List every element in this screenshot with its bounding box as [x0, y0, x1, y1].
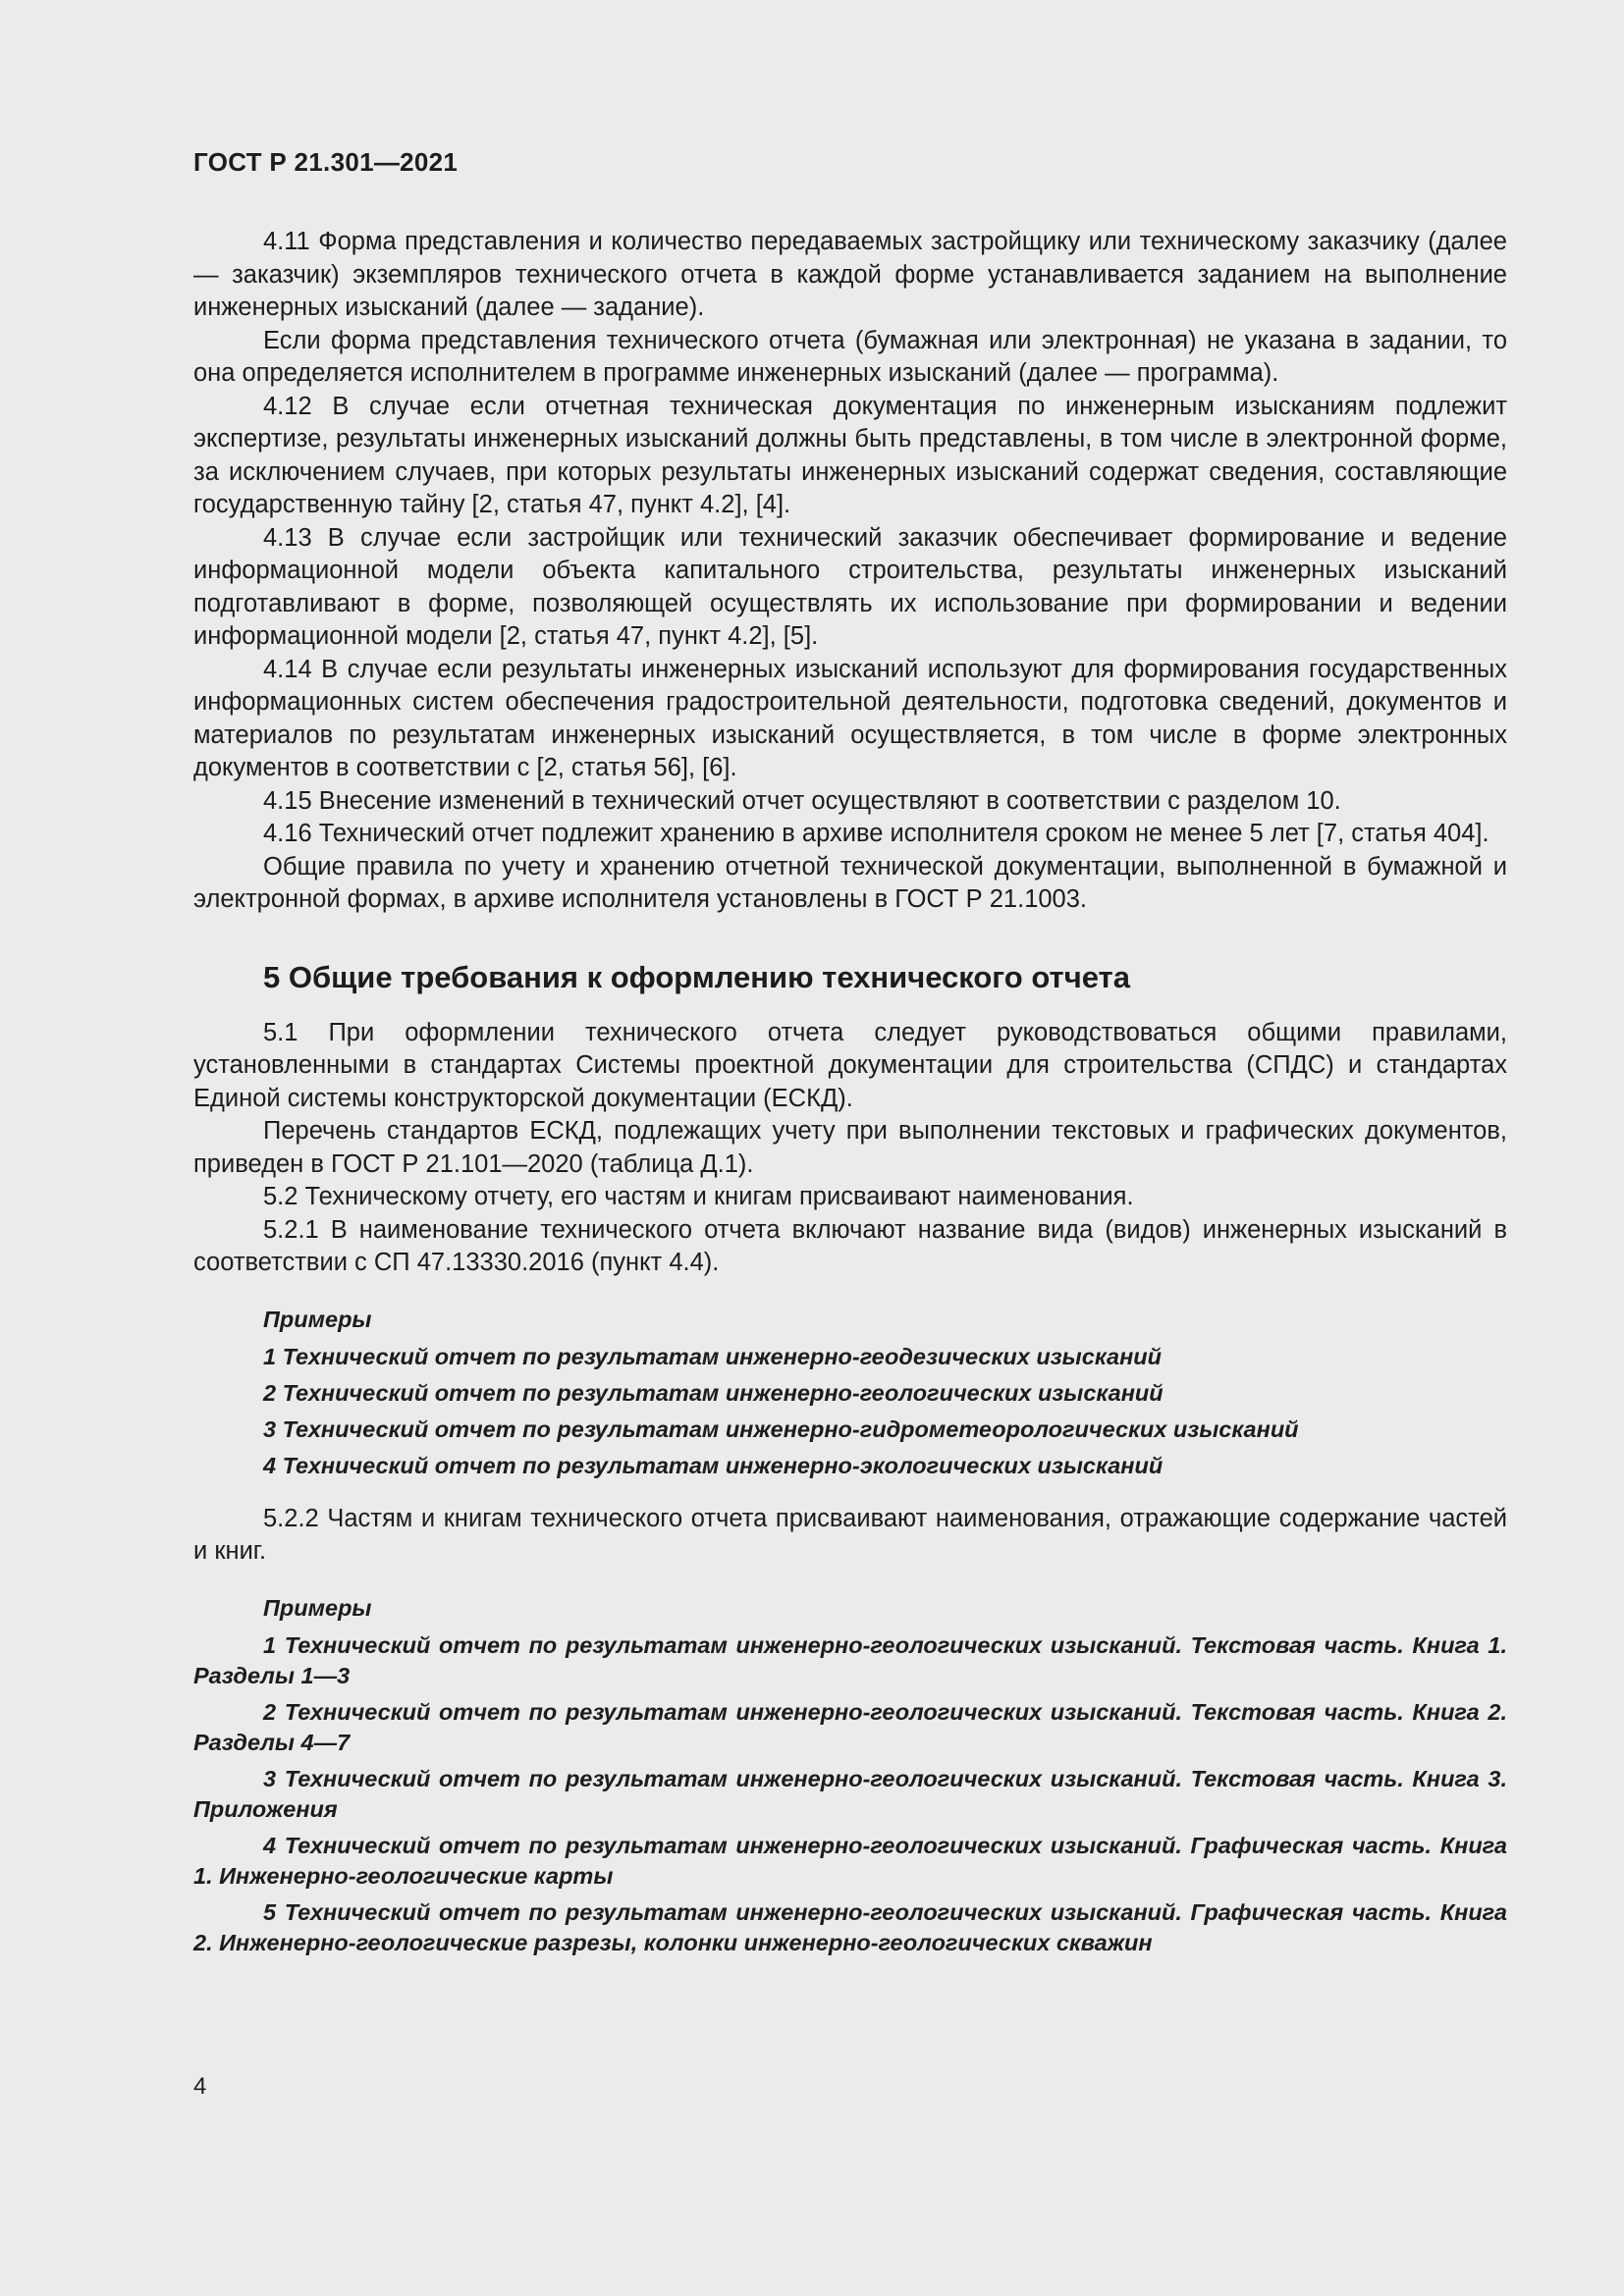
examples-label-2: Примеры [263, 1594, 372, 1621]
example-item: 4 Технический отчет по результатам инженерно-экологических изысканий [263, 1452, 1164, 1478]
paragraph-5-2-2: 5.2.2 Частям и книгам технического отчета присваивают наименования, отражающие содержание частей и книг. [193, 1504, 1507, 1565]
example-item: 2 Технический отчет по результатам инженерно-геологических изысканий [263, 1379, 1164, 1406]
paragraph-4-11: 4.11 Форма представления и количество передаваемых застройщику или техническому заказчику (далее — заказчик) экземпляров технического отчета в каждой форме устанавливается заданием на выполнение инженерных изысканий (далее — задание). [193, 228, 1507, 321]
examples-label-1: Примеры [263, 1306, 372, 1332]
paragraph-4-16-note: Общие правила по учету и хранению отчетной технической документации, выполненной в бумажной и электронной формах, в архиве исполнителя установлены в ГОСТ Р 21.1003. [193, 852, 1507, 913]
paragraph-4-12: 4.12 В случае если отчетная техническая документация по инженерным изысканиям подлежит экспертизе, результаты инженерных изысканий должны быть представлены, в том числе в электронной форме, за исключением случаев, при которых результаты инженерных изысканий содержат сведения, составляющие государственную тайну [2, статья 47, пункт 4.2], [4]. [193, 392, 1507, 518]
example-item: 3 Технический отчет по результатам инженерно-геологических изысканий. Текстовая часть. Книга 3. Приложения [193, 1765, 1507, 1822]
example-item: 1 Технический отчет по результатам инженерно-геологических изысканий. Текстовая часть. Книга 1. Разделы 1—3 [193, 1631, 1507, 1688]
section-5-title: 5 Общие требования к оформлению технического отчета [263, 959, 1130, 994]
paragraph-4-13: 4.13 В случае если застройщик или технический заказчик обеспечивает формирование и ведение информационной модели объекта капитального строительства, результаты инженерных изысканий подготавливают в форме, позволяющей осуществлять их использование при формировании и ведении информационной модели [2, статья 47, пункт 4.2], [5]. [193, 523, 1507, 650]
paragraph-5-1: 5.1 При оформлении технического отчета следует руководствоваться общими правилами, установленными в стандартах Системы проектной документации для строительства (СПДС) и стандартах Единой системы конструкторской документации (ЕСКД). [193, 1018, 1507, 1112]
paragraph-4-16: 4.16 Технический отчет подлежит хранению в архиве исполнителя сроком не менее 5 лет [7, статья 404]. [263, 820, 1489, 847]
example-item: 5 Технический отчет по результатам инженерно-геологических изысканий. Графическая часть. Книга 2. Инженерно-геологические разрезы, колонки инженерно-геологических скважин [193, 1898, 1507, 1955]
document-code-header: ГОСТ Р 21.301—2021 [193, 147, 459, 177]
page-number: 4 [193, 2073, 207, 2100]
example-item: 3 Технический отчет по результатам инженерно-гидрометеорологических изысканий [263, 1415, 1299, 1442]
paragraph-4-15: 4.15 Внесение изменений в технический отчет осуществляют в соответствии с разделом 10. [263, 786, 1341, 815]
paragraph-4-14: 4.14 В случае если результаты инженерных изысканий используют для формирования государственных информационных систем обеспечения градостроительной деятельности, подготовка сведений, документов и материалов по результатам инженерных изысканий осуществляется, в том числе в форме электронных документов в соответствии с [2, статья 56], [6]. [193, 655, 1507, 781]
paragraph-4-11-note: Если форма представления технического отчета (бумажная или электронная) не указана в задании, то она определяется исполнителем в программе инженерных изысканий (далее — программа). [193, 326, 1507, 387]
example-item: 2 Технический отчет по результатам инженерно-геологических изысканий. Текстовая часть. Книга 2. Разделы 4—7 [193, 1698, 1507, 1755]
paragraph-5-2-1: 5.2.1 В наименование технического отчета включают название вида (видов) инженерных изысканий в соответствии с СП 47.13330.2016 (пункт 4.4). [193, 1215, 1507, 1276]
document-body [193, 226, 1507, 1964]
paragraph-5-1-note: Перечень стандартов ЕСКД, подлежащих учету при выполнении текстовых и графических документов, приведен в ГОСТ Р 21.101—2020 (таблица Д.1). [193, 1117, 1507, 1178]
example-item: 1 Технический отчет по результатам инженерно-геодезических изысканий [263, 1343, 1162, 1369]
paragraph-5-2: 5.2 Техническому отчету, его частям и книгам присваивают наименования. [263, 1183, 1134, 1210]
example-item: 4 Технический отчет по результатам инженерно-геологических изысканий. Графическая часть. Книга 1. Инженерно-геологические карты [193, 1832, 1507, 1889]
